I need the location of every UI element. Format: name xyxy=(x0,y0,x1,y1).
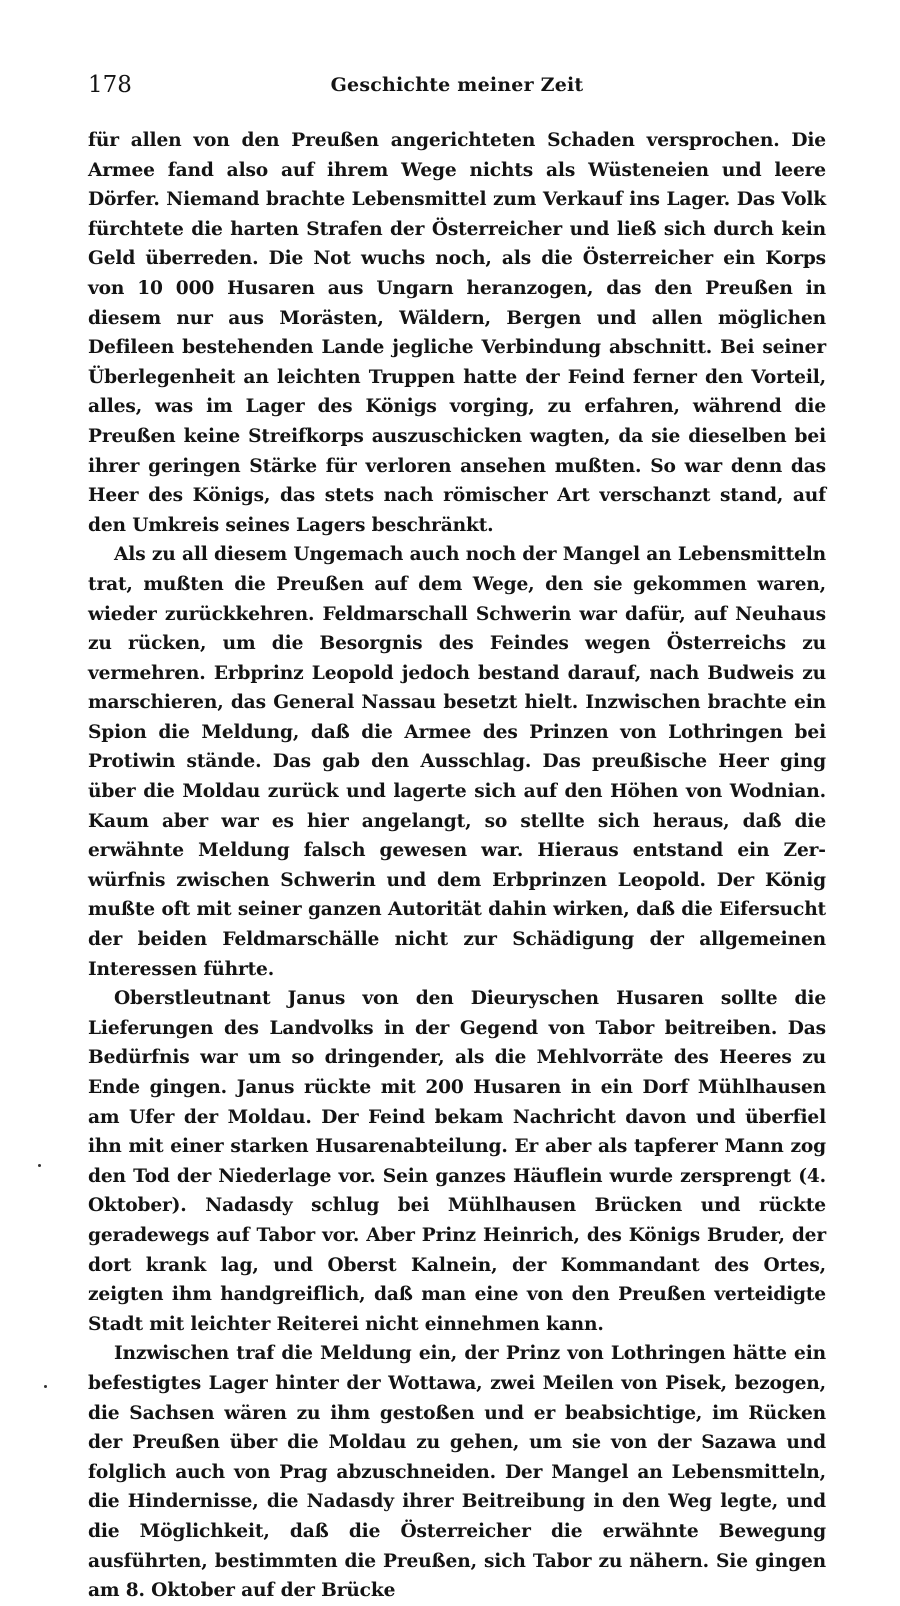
paragraph-1: für allen von den Preußen angerichteten Schaden versprochen. Die Armee fand also auf ihrem Wege nichts als Wüsteneien und leere Dörfer. Niemand brachte Lebensmittel zum Verkauf ins Lager. Das Volk fürchtete die harten Strafen der Österreicher und ließ sich durch kein Geld überreden. Die Not wuchs noch, als die Österreicher ein Korps von 10 000 Husaren aus Ungarn heranzogen, das den Preußen in diesem nur aus Morästen, Wäldern, Bergen und allen möglichen Defileen bestehenden Lande jegliche Verbindung abschnitt. Bei seiner Überlegenheit an leichten Truppen hatte der Feind ferner den Vorteil, alles, was im Lager des Königs vorging, zu erfahren, während die Preußen keine Streifkorps auszuschicken wagten, da sie dieselben bei ihrer geringen Stärke für verloren ansehen mußten. So war denn das Heer des Königs, das stets nach römischer Art verschanzt stand, auf den Umkreis seines Lagers beschränkt. xyxy=(88,130,826,536)
scan-speck xyxy=(38,1164,41,1167)
running-title: Geschichte meiner Zeit xyxy=(330,74,584,96)
page-number: 178 xyxy=(88,72,132,98)
body-text xyxy=(88,126,826,1606)
paragraph-3: Oberstleutnant Janus von den Dieuryschen Husaren sollte die Lieferungen des Landvolks in der Gegend von Tabor beitreiben. Das Bedürfnis war um so dringender, als die Mehlvorräte des Heeres zu Ende gingen. Janus rückte mit 200 Husaren in ein Dorf Mühlhausen am Ufer der Moldau. Der Feind bekam Nachricht davon und überfiel ihn mit einer starken Husarenabteilung. Er aber als tapferer Mann zog den Tod der Niederlage vor. Sein ganzes Häuflein wurde zersprengt (4. Oktober). Nadasdy schlug bei Mühlhausen Brücken und rückte geradewegs auf Tabor vor. Aber Prinz Heinrich, des Königs Bruder, der dort krank lag, und Oberst Kalnein, der Kommandant des Ortes, zeigten ihm handgreiflich, daß man eine von den Preußen verteidigte Stadt mit leichter Reiterei nicht einnehmen kann. xyxy=(88,988,826,1335)
running-head xyxy=(88,70,826,104)
paragraph-4: Inzwischen traf die Meldung ein, der Prinz von Lothringen hätte ein befestigtes Lager hinter der Wottawa, zwei Meilen von Pisek, bezogen, die Sachsen wären zu ihm gestoßen und er beabsichtige, im Rücken der Preußen über die Moldau zu gehen, um sie von der Sazawa und folglich auch von Prag abzuschneiden. Der Mangel an Lebensmitteln, die Hindernisse, die Nadasdy ihrer Beitreibung in den Weg legte, und die Möglichkeit, daß die Österreicher die erwähnte Bewegung ausführten, bestimmten die Preußen, sich Tabor zu nähern. Sie gingen am 8. Oktober auf der Brücke xyxy=(88,1343,826,1602)
paragraph-2: Als zu all diesem Ungemach auch noch der Mangel an Lebensmitteln trat, mußten die Preußen auf dem Wege, den sie gekommen waren, wieder zurückkehren. Feldmarschall Schwerin war dafür, auf Neuhaus zu rücken, um die Besorgnis des Feindes wegen Österreichs zu vermehren. Erbprinz Leopold jedoch bestand darauf, nach Budweis zu marschieren, das General Nassau besetzt hielt. Inzwischen brachte ein Spion die Meldung, daß die Armee des Prinzen von Lothringen bei Protiwin stände. Das gab den Ausschlag. Das preußische Heer ging über die Moldau zurück und lagerte sich auf den Höhen von Wodnian. Kaum aber war es hier angelangt, so stellte sich heraus, daß die erwähnte Meldung falsch gewesen war. Hieraus entstand ein Zerwürfnis zwischen Schwerin und dem Erbprinzen Leopold. Der König mußte oft mit seiner ganzen Autorität dahin wirken, daß die Eifersucht der beiden Feldmarschälle nicht zur Schädigung der allgemeinen Interessen führte. xyxy=(88,544,826,980)
scan-speck xyxy=(44,1385,47,1388)
